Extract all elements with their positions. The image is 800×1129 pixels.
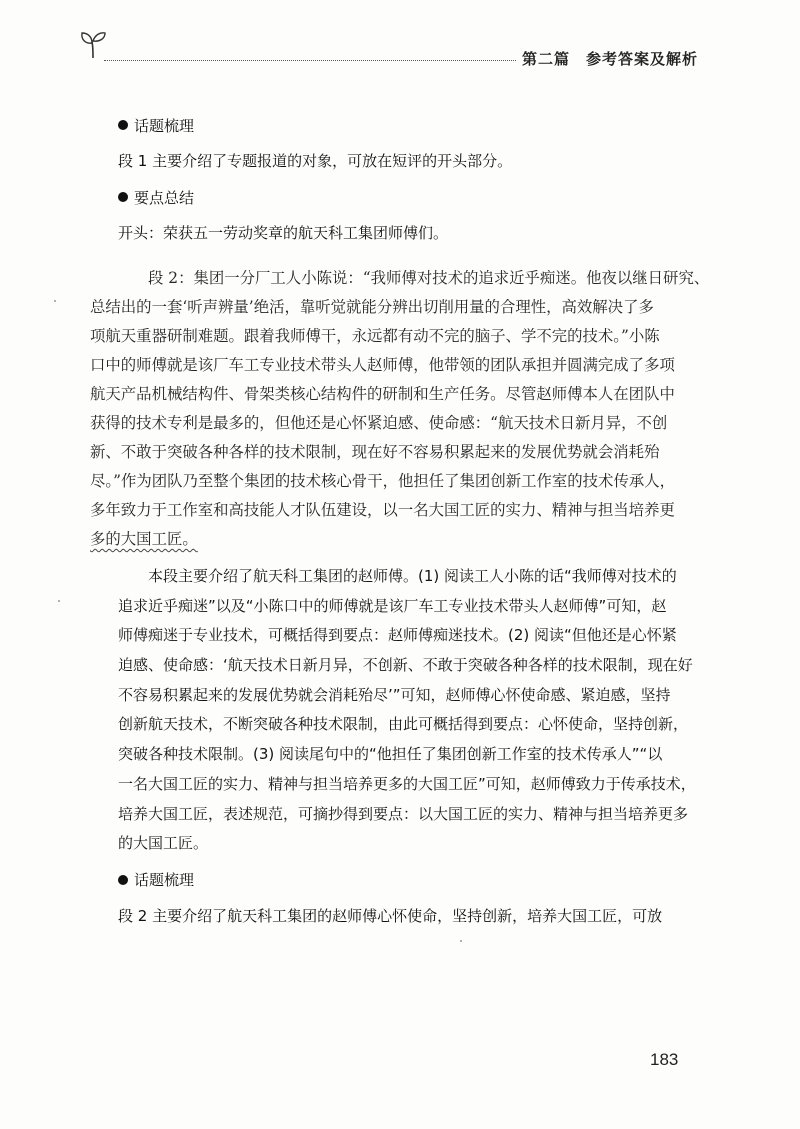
passage-line: 多的大国工匠。 bbox=[90, 530, 198, 548]
passage-line: 段 2：集团一分厂工人小陈说：“我师傅对技术的追求近乎痴迷。他夜以继日研究、 bbox=[148, 269, 710, 287]
passage-line: 总结出的一套‘听声辨量’绝活，靠听觉就能分辨出切削用量的合理性，高效解决了多 bbox=[90, 298, 654, 316]
bullet-icon bbox=[118, 192, 128, 202]
scan-speck bbox=[54, 300, 56, 302]
passage-line: 获得的技术专利是最多的，但他还是心怀紧迫感、使命感：“航天技术日新月异，不创 bbox=[90, 414, 668, 432]
passage-line: 航天产品机械结构件、骨架类核心结构件的研制和生产任务。尽管赵师傅本人在团队中 bbox=[90, 385, 675, 403]
heading-label: 要点总结 bbox=[134, 188, 195, 207]
analysis-line: 师傅痴迷于专业技术，可概括得到要点：赵师傅痴迷技术。(2) 阅读“但他还是心怀紧 bbox=[118, 626, 677, 645]
sprout-icon bbox=[80, 28, 106, 58]
analysis-line: 不容易积累起来的发展优势就会消耗殆尽’”可知，赵师傅心怀使命感、紧迫感，坚持 bbox=[118, 685, 671, 704]
passage-line: 新、不敢于突破各种各样的技术限制，现在好不容易积累起来的发展优势就会消耗殆 bbox=[90, 443, 660, 461]
topic-text-2: 段 2 主要介绍了航天科工集团的赵师傅心怀使命，坚持创新，培养大国工匠，可放 bbox=[118, 906, 663, 925]
page-content bbox=[90, 112, 710, 939]
passage-line: 尽。”作为团队乃至整个集团的技术核心骨干，他担任了集团创新工作室的技术传承人， bbox=[90, 472, 676, 490]
analysis-paragraph bbox=[118, 562, 696, 859]
scan-speck bbox=[58, 600, 60, 602]
heading-label: 话题梳理 bbox=[134, 116, 195, 135]
source-passage bbox=[90, 264, 710, 554]
passage-line: 多年致力于工作室和高技能人才队伍建设，以一名大国工匠的实力、精神与担当培养更 bbox=[90, 501, 675, 519]
analysis-line: 突破各种技术限制。(3) 阅读尾句中的“他担任了集团创新工作室的技术传承人”“以 bbox=[118, 745, 663, 764]
analysis-line: 的大国工匠。 bbox=[118, 834, 209, 853]
analysis-line: 迫感、使命感：‘航天技术日新月异，不创新、不敢于突破各种各样的技术限制，现在好 bbox=[118, 656, 693, 675]
passage-line: 项航天重器研制难题。跟着我师傅干，永远都有动不完的脑子、学不完的技术。”小陈 bbox=[90, 327, 660, 345]
heading-label: 话题梳理 bbox=[134, 871, 195, 890]
header-rule bbox=[104, 60, 516, 61]
topic-heading-2 bbox=[118, 867, 692, 893]
page-number: 183 bbox=[650, 1050, 679, 1069]
bullet-icon bbox=[118, 120, 128, 130]
analysis-line: 创新航天技术，不断突破各种技术限制，由此可概括得到要点：心怀使命，坚持创新， bbox=[118, 715, 689, 734]
scan-speck bbox=[460, 940, 462, 942]
summary-heading bbox=[118, 184, 692, 210]
passage-line: 口中的师傅就是该厂车工专业技术带头人赵师傅，他带领的团队承担并圆满完成了多项 bbox=[90, 356, 675, 374]
bullet-icon bbox=[118, 875, 128, 885]
analysis-line: 培养大国工匠，表述规范，可摘抄得到要点：以大国工匠的实力、精神与担当培养更多 bbox=[118, 804, 689, 823]
analysis-line: 一名大国工匠的实力、精神与担当培养更多的大国工匠”可知，赵师傅致力于传承技术， bbox=[118, 774, 696, 793]
analysis-line: 追求近乎痴迷”以及“小陈口中的师傅就是该厂车工专业技术带头人赵师傅”可知，赵 bbox=[118, 596, 667, 615]
analysis-line: 本段主要介绍了航天科工集团的赵师傅。(1) 阅读工人小陈的话“我师傅对技术的 bbox=[148, 567, 677, 585]
section-title: 第二篇 参考答案及解析 bbox=[522, 50, 699, 68]
topic-text: 段 1 主要介绍了专题报道的对象，可放在短评的开头部分。 bbox=[118, 152, 513, 170]
topic-heading bbox=[118, 112, 692, 138]
summary-text: 开头：荣获五一劳动奖章的航天科工集团师傅们。 bbox=[118, 224, 449, 242]
